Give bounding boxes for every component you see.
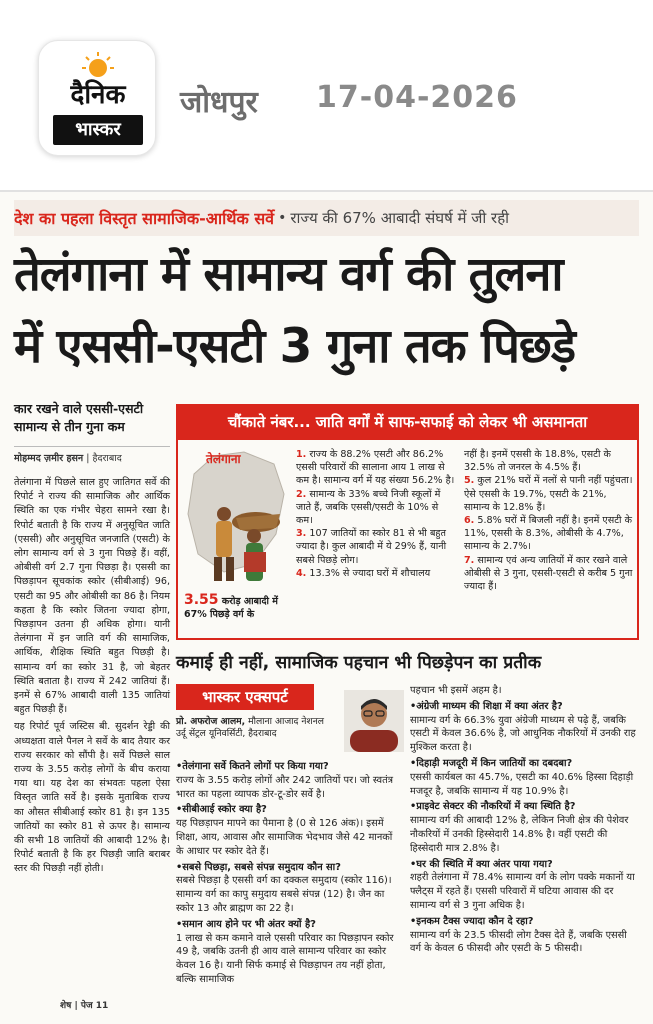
stat-item: 3. 107 जातियों का स्कोर 81 से भी बहुत ज्यादा है। कुल आबादी में ये 29% हैं, यानी सबसे पिछड़े लोग। xyxy=(296,528,447,566)
byline-name: मोहम्मद ज़मीर हसन xyxy=(14,453,84,464)
qa-question: • सीबीआई स्कोर क्या है? xyxy=(176,803,402,817)
qa-answer: एससी कार्यबल का 45.7%, एसटी का 40.6% हिस्सा दिहाड़ी मजदूर है, जबकि सामान्य में यह 10.9% है। xyxy=(410,771,634,797)
qa-answer: सामान्य वर्ग के 23.5 फीसदी लोग टैक्स देते हैं, जबकि एससी वर्ग के केवल 6 फीसदी और एसटी के 5 फीसदी। xyxy=(410,929,627,955)
qa-answer: सामान्य वर्ग की आबादी 12% है, लेकिन निजी क्षेत्र की पेशेवर नौकरियों में उनकी हिस्सेदारी 14.8% है। वहीं एसटी की हिस्सेदारी मात्र 2.8% है। xyxy=(410,815,629,854)
qa-question: • दिहाड़ी मजदूरी में किन जातियों का दबदबा? xyxy=(410,757,640,771)
section-heading: कमाई ही नहीं, सामाजिक पहचान भी पिछड़ेपन का प्रतीक xyxy=(176,653,542,673)
stats-box xyxy=(176,404,639,640)
stat-item: 4. 13.3% से ज्यादा घरों में शौचालय xyxy=(296,567,431,579)
continued-label: शेष | पेज 11 xyxy=(60,1001,109,1011)
edition-date[interactable]: 17-04-2026 xyxy=(316,80,518,115)
population-number: 3.55 xyxy=(184,592,219,608)
body-paragraph: यह रिपोर्ट पूर्व जस्टिस बी. सुदर्शन रेड्डी की अध्यक्षता वाले पैनल ने सर्वे के बाद तैयार कर राज्य सरकार को सौंपी है। सर्वे पिछले साल राज्य के 3.55 करोड़ लोगों के बीच कराया गया था। यह देश का संभवतः पहला ऐसा विस्तृत जाति सर्वे है। इसके मुताबिक राज्य का औसत सीबीआई स्कोर 81 है। इन 135 जातियों का स्कोर 81 से ऊपर है। सामान्य की सभी 18 जातियों की आबादी 12% है। रिपोर्ट बताती है कि हर पिछड़ी जाति बराबर स्तर की पिछड़ी नहीं होती। xyxy=(14,721,170,875)
expert-affiliation: मौलाना आजाद नेशनल उर्दू सेंट्रल यूनिवर्सिटी, हैदराबाद xyxy=(176,716,325,739)
qa-answer: यह पिछड़ापन मापने का पैमाना है (0 से 126 अंक)। इसमें शिक्षा, आय, आवास और सामाजिक भेदभाव जैसे 42 मानकों के आधार पर स्कोर देते हैं। xyxy=(176,818,393,857)
telangana-map-illustration xyxy=(184,444,290,634)
stats-box-title: चौंकाते नंबर... जाति वर्गों में साफ-सफाई को लेकर भी असमानता xyxy=(176,404,639,440)
population-stat xyxy=(184,594,296,621)
qa-question: • तेलंगाना सर्वे कितने लोगों पर किया गया? xyxy=(176,760,402,774)
qa-question: • इनकम टैक्स ज्यादा कौन दे रहा? xyxy=(410,915,640,929)
stat-item: 7. सामान्य एवं अन्य जातियों में कार रखने वाले ओबीसी से 3 गुना, एससी-एसटी से करीब 5 गुना ज्यादा हैं। xyxy=(464,554,633,593)
kicker-separator: • xyxy=(278,210,287,226)
qa-question: • समान आय होने पर भी अंतर क्यों है? xyxy=(176,918,402,932)
newspaper-logo[interactable] xyxy=(38,40,156,156)
edition-city[interactable]: जोधपुर xyxy=(180,85,258,120)
qa-question: • प्राइवेट सेक्टर की नौकरियों में क्या स्थिति है? xyxy=(410,800,640,814)
article-body xyxy=(14,476,170,880)
population-text: करोड़ आबादी में 67% पिछड़े वर्ग के xyxy=(184,596,278,620)
byline xyxy=(14,446,170,464)
qa-answer: सबसे पिछड़ा है एससी वर्ग का दक्कल समुदाय (स्कोर 116)। सामान्य वर्ग का कापु समुदाय सबसे संपन्न (12) है। जैन का स्कोर 13 और ब्राह्मण का 22 है। xyxy=(176,875,392,914)
expert-avatar xyxy=(344,690,404,752)
qa-column-right xyxy=(410,684,640,958)
byline-place: | हैदराबाद xyxy=(86,453,122,464)
body-paragraph: तेलंगाना में पिछले साल हुए जातिगत सर्वे की रिपोर्ट ने राज्य की सामाजिक और आर्थिक स्थिति का एक गंभीर चेहरा सामने रखा है। रिपोर्ट बताती है कि राज्य में अनुसूचित जाति (एससी) और अनुसूचित जनजाति (एसटी) के लोग सामान्य वर्ग से 3 गुना पिछड़े हैं। वहीं, ओबीसी वर्ग 2.7 गुना पिछड़ा है। एससी का पिछड़ापन सूचकांक स्कोर (सीबीआई) 96, एसटी का 95 और ओबीसी का 86 है। नियम कहता है कि स्कोर जितना ज्यादा होगा, पिछड़ापन उतना ही अधिक होगा। यानी तेलंगाना में इन जाति वर्ग की सामाजिक, आर्थिक, शैक्षिक स्थिति बहुत पिछड़ी है। सामान्य वर्ग का स्कोर 31 है, जो बेहतर स्थिति बताता है। राज्य में 242 जातियां हैं। इनमें से 67% आबादी वाली 135 जातियां बहुत पिछड़ी हैं। xyxy=(14,477,170,716)
bhaskar-expert-badge: भास्कर एक्सपर्ट xyxy=(176,684,314,710)
qa-question: • अंग्रेजी माध्यम की शिक्षा में क्या अंतर है? xyxy=(410,700,640,714)
expert-credit xyxy=(176,716,336,740)
qa-question: • घर की स्थिति में क्या अंतर पाया गया? xyxy=(410,858,640,872)
stat-item: नहीं है। इनमें एससी के 18.8%, एसटी के 32.5% तो जनरल के 4.5% हैं। xyxy=(464,449,611,474)
qa-answer: शहरी तेलंगाना में 78.4% सामान्य वर्ग के लोग पक्के मकानों या फ्लैट्स में रहते हैं। एससी परिवारों में घटिया आवास की दर सामान्य वर्ग से 3 गुना अधिक है। xyxy=(410,872,635,911)
subheadline: कार रखने वाले एससी-एसटी सामान्य से तीन गुना कम xyxy=(14,401,144,434)
stat-item: 1. राज्य के 88.2% एसटी और 86.2% एससी परिवारों की सालाना आय 1 लाख से कम है। सामान्य वर्ग में यह संख्या 56.2% है। xyxy=(296,449,455,487)
app-header xyxy=(0,0,653,188)
qa-answer: सामान्य वर्ग के 66.3% युवा अंग्रेजी माध्यम से पढ़े हैं, जबकि एसटी में केवल 36.6% है, जो आधुनिक नौकरियों में उनकी राह मुश्किल करता है। xyxy=(410,714,636,754)
stat-item: 2. सामान्य के 33% बच्चे निजी स्कूलों में जाते हैं, जबकि एससी/एसटी के 10% से कम। xyxy=(296,488,441,527)
qa-answer: राज्य के 3.55 करोड़ लोगों और 242 जातियों पर। जो स्वतंत्र भारत का पहला व्यापक डोर-टू-डोर सर्वे है। xyxy=(176,774,394,800)
qa-question: • सबसे पिछड़ा, सबसे संपन्न समुदाय कौन सा? xyxy=(176,861,402,875)
stat-item: 5. कुल 21% घरों में नलों से पानी नहीं पहुंचता। ऐसे एससी के 19.7%, एसटी के 21%, सामान्य के 12.8% हैं। xyxy=(464,475,633,513)
map-label: तेलंगाना xyxy=(206,452,241,466)
headline-line-1: तेलंगाना में सामान्य वर्ग की तुलना xyxy=(14,247,563,302)
qa-column-middle xyxy=(176,760,402,989)
kicker-grey: राज्य की 67% आबादी संघर्ष में जी रही xyxy=(290,209,510,227)
expert-name: प्रो. अफरोज आलम, xyxy=(176,716,246,727)
stats-column-2 xyxy=(464,448,634,593)
logo-text-bottom: भास्कर xyxy=(53,115,143,145)
qa-answer: 1 लाख से कम कमाने वाले एससी परिवार का पिछड़ापन स्कोर 49 है, जबकि उतनी ही आय वाले सामान्य परिवार का स्कोर केवल 16 है। यानी सिर्फ कमाई से पिछड़ापन तय नहीं होता, बल्कि सामाजिक xyxy=(176,932,394,985)
logo-text-top: दैनिक xyxy=(70,80,126,110)
stats-column-1 xyxy=(296,448,456,580)
kicker-strip xyxy=(14,200,639,236)
headline-line-2: में एससी-एसटी 3 गुना तक पिछड़े xyxy=(14,319,576,374)
qa-answer-continued: पहचान भी इसमें अहम है। xyxy=(410,685,502,696)
kicker-red: देश का पहला विस्तृत सामाजिक-आर्थिक सर्वे xyxy=(14,209,275,228)
stat-item: 6. 5.8% घरों में बिजली नहीं है। इनमें एसटी के 11%, एससी के 8.3%, ओबीसी के 4.7%, सामान्य के 2.7%। xyxy=(464,515,632,553)
sun-logo-icon xyxy=(81,51,115,77)
